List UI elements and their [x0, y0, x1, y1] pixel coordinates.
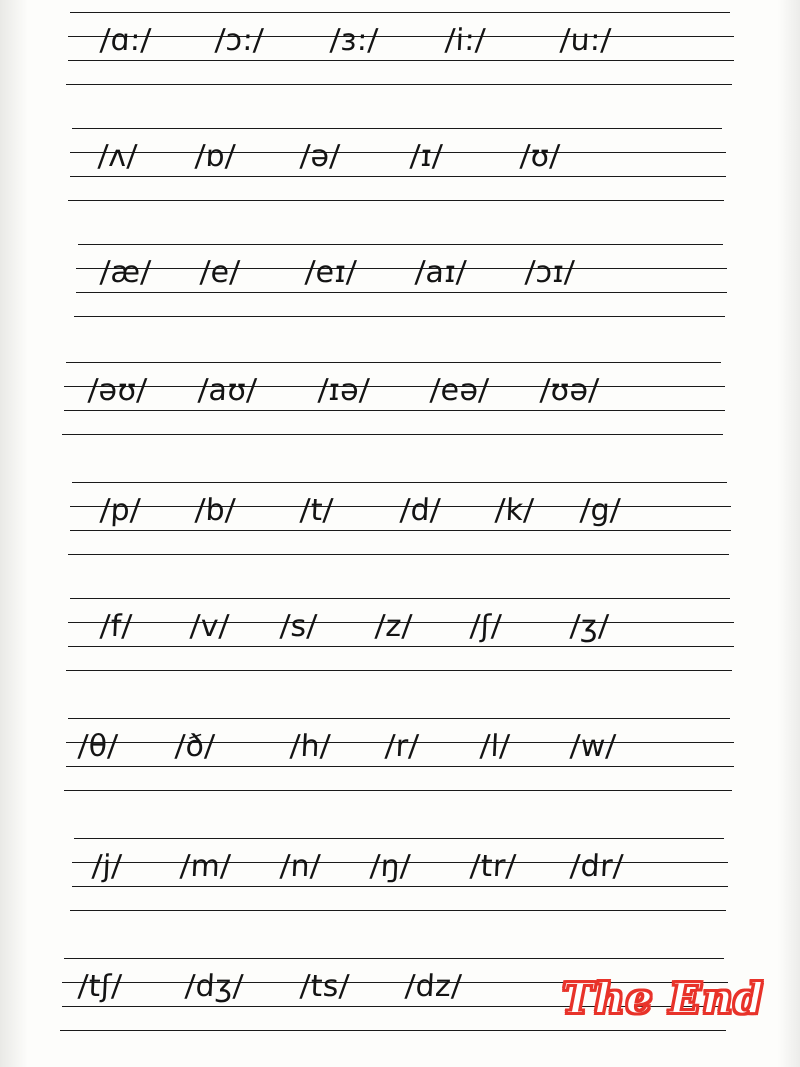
ruled-row	[0, 128, 800, 208]
rule-line	[68, 554, 729, 555]
phonetic-symbol: /eɪ/	[304, 255, 358, 290]
row-glyphs	[0, 482, 800, 556]
ruled-row	[0, 244, 800, 324]
phonetic-symbol: /ʊə/	[539, 373, 601, 408]
rule-line	[70, 506, 731, 507]
rule-line	[72, 886, 728, 887]
row-glyphs	[0, 128, 800, 202]
phonetic-symbol: /ɒ/	[194, 139, 237, 174]
phonetic-symbol: /dʒ/	[184, 969, 245, 1004]
rule-line	[70, 12, 730, 13]
rule-line	[64, 790, 732, 791]
rule-line	[72, 482, 727, 483]
phonetic-symbol: /s/	[279, 609, 319, 644]
phonetic-symbol: /h/	[289, 729, 332, 764]
ruled-row	[0, 718, 800, 798]
rule-line	[70, 530, 731, 531]
rule-line	[68, 646, 734, 647]
phonetic-symbol: /aʊ/	[197, 373, 259, 408]
phonetic-symbol: /t/	[299, 493, 335, 528]
rule-line	[64, 410, 725, 411]
phonetic-symbol: /ɜ:/	[329, 23, 380, 58]
row-glyphs	[0, 718, 800, 792]
phonetic-symbol: /d/	[399, 493, 442, 528]
ruled-row	[0, 12, 800, 92]
rule-line	[64, 958, 724, 959]
rule-line	[68, 718, 730, 719]
rule-line	[66, 84, 732, 85]
phonetic-symbol: /tr/	[469, 849, 518, 884]
row-glyphs	[0, 244, 800, 318]
phonetic-symbol: /eə/	[429, 373, 491, 408]
phonetic-symbol: /m/	[179, 849, 232, 884]
phonetic-symbol: /w/	[569, 729, 618, 764]
rule-line	[66, 362, 721, 363]
phonetic-symbol: /ʃ/	[469, 609, 503, 644]
phonetic-symbol: /ɔɪ/	[524, 255, 576, 290]
phonetic-symbol: /e/	[199, 255, 242, 290]
rule-line	[66, 742, 734, 743]
phonetic-symbol: /j/	[91, 849, 124, 884]
phonetic-symbol: /dr/	[569, 849, 625, 884]
phonetic-symbol: /v/	[189, 609, 231, 644]
rule-line	[64, 386, 725, 387]
rule-line	[68, 200, 724, 201]
phonetic-symbol: /f/	[99, 609, 134, 644]
rule-line	[68, 60, 734, 61]
rule-line	[60, 1030, 726, 1031]
rule-line	[74, 316, 725, 317]
rule-line	[70, 598, 730, 599]
phonetic-symbol: /u:/	[559, 23, 613, 58]
rule-line	[62, 434, 723, 435]
ruled-row	[0, 598, 800, 678]
phonetic-symbol: /b/	[194, 493, 237, 528]
rule-line	[72, 862, 728, 863]
phonetic-symbol: /æ/	[99, 255, 153, 290]
the-end-watermark: The End	[561, 974, 764, 1023]
phonetic-symbol: /ɪ/	[409, 139, 444, 174]
ruled-row	[0, 482, 800, 562]
phonetic-symbol: /ts/	[299, 969, 351, 1004]
phonetic-symbol: /ɔ:/	[214, 23, 265, 58]
rule-line	[70, 910, 726, 911]
rule-line	[76, 292, 727, 293]
row-glyphs	[0, 838, 800, 912]
rule-line	[76, 268, 727, 269]
phonetic-symbol: /r/	[384, 729, 421, 764]
phonetic-symbol: /ŋ/	[369, 849, 412, 884]
rule-line	[68, 622, 734, 623]
phonetic-symbol: /dz/	[404, 969, 463, 1004]
phonetic-symbol: /ə/	[299, 139, 342, 174]
rule-line	[70, 152, 726, 153]
rule-line	[66, 766, 734, 767]
ruled-row	[0, 838, 800, 918]
phonetic-symbol: /z/	[374, 609, 414, 644]
rule-line	[74, 838, 724, 839]
phonetic-symbol: /əʊ/	[87, 373, 149, 408]
row-glyphs	[0, 362, 800, 436]
phonetic-symbol: /ɑ:/	[99, 23, 153, 58]
phonetic-symbol: /l/	[479, 729, 512, 764]
phonetic-symbol: /ɪə/	[317, 373, 371, 408]
rule-line	[70, 176, 726, 177]
phonetic-symbol: /i:/	[444, 23, 487, 58]
row-glyphs	[0, 598, 800, 672]
phonetic-symbol: /ʒ/	[569, 609, 610, 644]
phonetic-symbol: /θ/	[77, 729, 120, 764]
phonetic-symbol: /k/	[494, 493, 536, 528]
phonetic-symbol: /tʃ/	[77, 969, 124, 1004]
phonetic-symbol: /g/	[579, 493, 622, 528]
phonetic-symbol: /n/	[279, 849, 322, 884]
row-glyphs	[0, 12, 800, 86]
phonetic-symbol: /p/	[99, 493, 142, 528]
rule-line	[66, 670, 732, 671]
rule-line	[72, 128, 722, 129]
ruled-row	[0, 362, 800, 442]
phonetic-symbol: /ʌ/	[97, 139, 139, 174]
phonetic-symbol: /aɪ/	[414, 255, 468, 290]
phonetic-symbol: /ʊ/	[519, 139, 562, 174]
phonetic-symbol: /ð/	[174, 729, 217, 764]
rule-line	[78, 244, 723, 245]
rule-line	[68, 36, 734, 37]
